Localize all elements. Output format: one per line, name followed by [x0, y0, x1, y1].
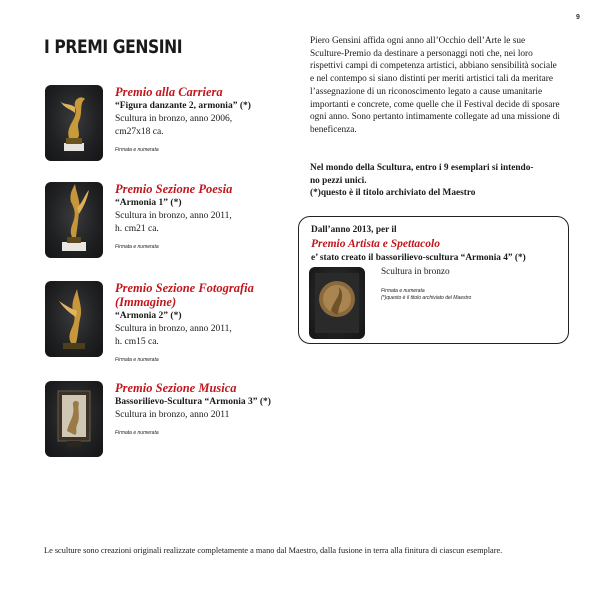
- sculture-photo-poesia: [45, 182, 103, 258]
- box-material: Scultura in bronzo: [381, 267, 450, 277]
- statement-line: (*)questo è il titolo archiviato del Maestro: [310, 188, 476, 199]
- bassorilievo-photo: [309, 267, 365, 339]
- box-intro: Dall’anno 2013, per il: [311, 225, 397, 235]
- statement-line: Nel mondo della Scultura, entro i 9 esemplari si intendo-: [310, 163, 534, 173]
- award-title: Premio Sezione Fotografia (Immagine): [115, 281, 254, 309]
- award-dimensions: cm27x18 ca.: [115, 127, 164, 137]
- sculture-photo-musica: [45, 381, 103, 457]
- award-signature-note: Firmata e numerata: [115, 430, 159, 436]
- award-dimensions: h. cm21 ca.: [115, 224, 159, 234]
- award-signature-note: Firmata e numerata: [115, 147, 159, 153]
- box-signature-note: Firmata e numerata: [381, 288, 425, 294]
- artista-spettacolo-box: [298, 216, 569, 344]
- award-description: Scultura in bronzo, anno 2011: [115, 410, 230, 420]
- footer-note: Le sculture sono creazioni originali realizzate completamente a mano dal Maestro, dalla fusione in terra alla finitura di ciascun esemplare.: [44, 546, 503, 555]
- award-signature-note: Firmata e numerata: [115, 357, 159, 363]
- award-work-title: “Figura danzante 2, armonia” (*): [115, 101, 251, 111]
- unique-pieces-statement: [310, 162, 560, 200]
- award-work-title: “Armonia 1” (*): [115, 198, 182, 208]
- award-item: [45, 281, 305, 361]
- box-description: e’ stato creato il bassorilievo-scultura “Armonia 4” (*): [311, 253, 526, 263]
- award-description: Scultura in bronzo, anno 2011,: [115, 211, 232, 221]
- statement-line: no pezzi unici.: [310, 175, 367, 186]
- award-title: Premio Sezione Musica: [115, 381, 237, 395]
- page-title: I PREMI GENSINI: [44, 36, 183, 58]
- intro-paragraph: Piero Gensini affida ogni anno all’Occhio dell’Arte le sue Sculture-Premio da destinare a personaggi noti che, nei loro rispettivi campi di competenza artistici, abbiano sensibilità sociale e nel contempo si siano distinti per meriti artistici tali da meritare l’assegnazione di un riconoscimento legato a cause umanitarie importanti e concrete, come quelle che il Festival decide di sposare ogni anno. Sono pertanto intimamente collegate ad una missione di beneficenza.: [310, 36, 560, 135]
- sculture-photo-carriera: [45, 85, 103, 161]
- box-award-title: Premio Artista e Spettacolo: [311, 238, 440, 250]
- award-title: Premio Sezione Poesia: [115, 182, 233, 196]
- award-work-title: Bassorilievo-Scultura “Armonia 3” (*): [115, 397, 271, 407]
- award-item: [45, 381, 305, 461]
- page-number: 9: [576, 14, 580, 21]
- box-archive-note: (*)questo è il titolo archiviato del Maestro: [381, 295, 472, 301]
- sculture-photo-fotografia: [45, 281, 103, 357]
- award-description: Scultura in bronzo, anno 2011,: [115, 324, 232, 334]
- award-work-title: “Armonia 2” (*): [115, 311, 182, 321]
- award-signature-note: Firmata e numerata: [115, 244, 159, 250]
- award-description: Scultura in bronzo, anno 2006,: [115, 114, 233, 124]
- award-title: Premio alla Carriera: [115, 85, 223, 99]
- award-dimensions: h. cm15 ca.: [115, 337, 159, 347]
- award-item: [45, 85, 305, 165]
- award-item: [45, 182, 305, 262]
